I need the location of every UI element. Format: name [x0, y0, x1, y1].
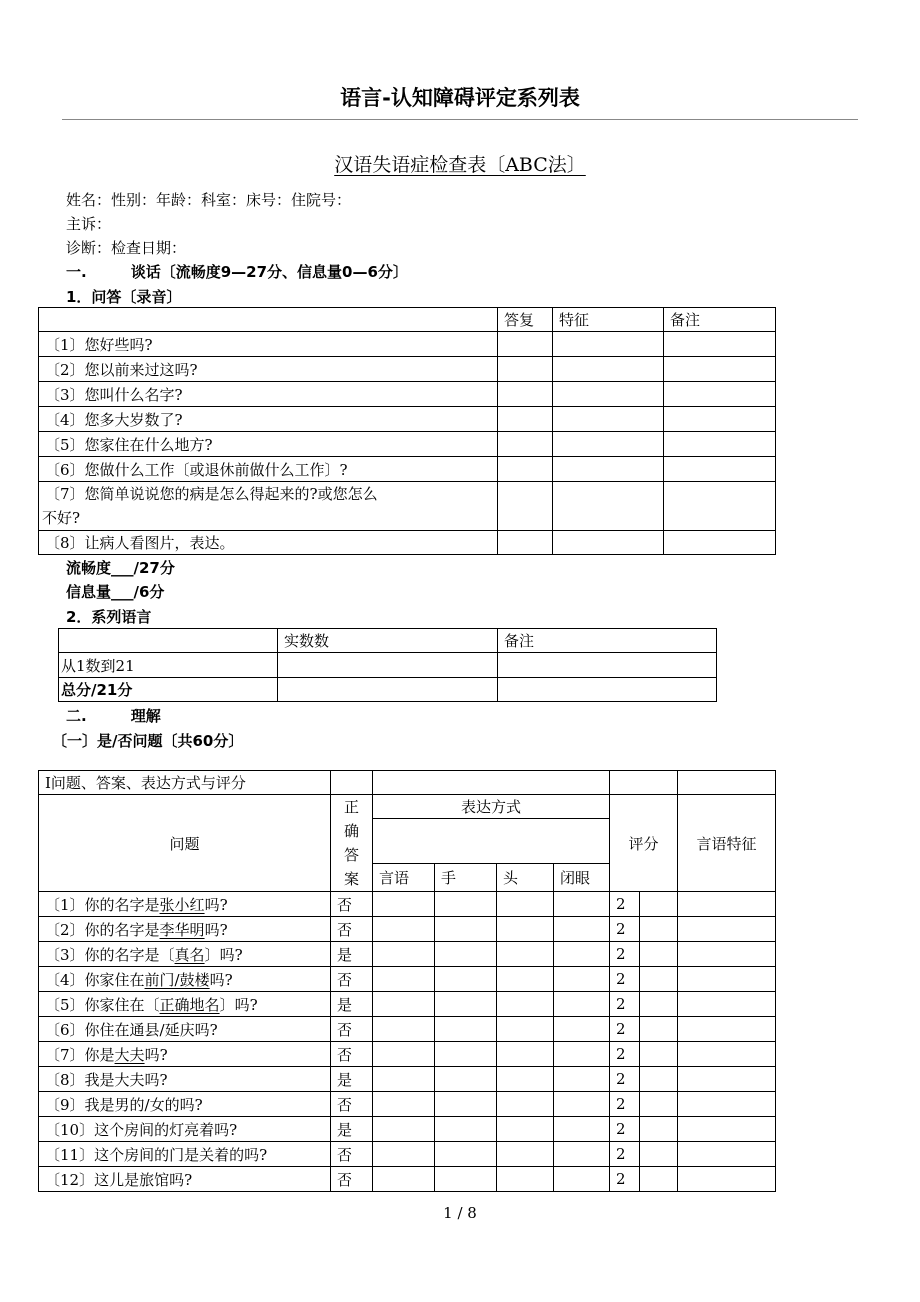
feature-cell[interactable] [553, 382, 664, 407]
hand-cell[interactable] [435, 942, 497, 967]
feature-cell[interactable] [553, 407, 664, 432]
blank-cell [610, 771, 678, 795]
max-score: 2 [610, 967, 640, 992]
speech-cell[interactable] [373, 1117, 435, 1142]
speech-cell[interactable] [373, 1092, 435, 1117]
max-score: 2 [610, 942, 640, 967]
hand-cell[interactable] [435, 1167, 497, 1192]
max-score: 2 [610, 1142, 640, 1167]
head-cell[interactable] [497, 1142, 554, 1167]
correct-answer: 否 [331, 967, 373, 992]
section1-sub2: 2．系列语言 [66, 608, 152, 626]
table-row [39, 531, 776, 555]
hand-cell[interactable] [435, 1092, 497, 1117]
question-text: 〔10〕这个房间的灯亮着吗? [39, 1117, 331, 1142]
table-row [39, 332, 776, 357]
given-score-cell[interactable] [640, 992, 678, 1017]
expr-head: 头 [497, 863, 554, 891]
blank-cell [331, 771, 373, 795]
speech-cell[interactable] [373, 1042, 435, 1067]
table-top-label: Ⅰ问题、答案、表达方式与评分 [39, 771, 331, 795]
speech-feature-cell[interactable] [678, 1142, 776, 1167]
blank-cell [373, 771, 610, 795]
given-score-cell[interactable] [640, 1067, 678, 1092]
question-text: 〔6〕你住在通县/延庆吗? [39, 1017, 331, 1042]
hand-cell[interactable] [435, 1042, 497, 1067]
speech-cell[interactable] [373, 1067, 435, 1092]
table-row [39, 1167, 776, 1192]
given-score-cell[interactable] [640, 1117, 678, 1142]
max-score: 2 [610, 1092, 640, 1117]
speech-feature-cell[interactable] [678, 1092, 776, 1117]
question-text: 〔2〕你的名字是李华明吗? [39, 917, 331, 942]
note-cell[interactable] [498, 653, 717, 678]
note-cell[interactable] [664, 432, 776, 457]
speech-cell[interactable] [373, 892, 435, 917]
note-cell[interactable] [664, 332, 776, 357]
speech-cell[interactable] [373, 942, 435, 967]
qa-header-feature: 特征 [553, 308, 664, 332]
speech-cell[interactable] [373, 1017, 435, 1042]
given-score-cell[interactable] [640, 1042, 678, 1067]
diagnosis-line: 诊断：检查日期： [66, 239, 187, 257]
eyes-closed-cell[interactable] [554, 942, 610, 967]
series-header-blank [59, 629, 278, 653]
note-cell[interactable] [664, 407, 776, 432]
qa-header-blank [39, 308, 498, 332]
eyes-closed-cell[interactable] [554, 992, 610, 1017]
answer-cell[interactable] [498, 432, 553, 457]
speech-feature-cell[interactable] [678, 1167, 776, 1192]
hand-cell[interactable] [435, 892, 497, 917]
page-number: 1 / 8 [443, 1204, 477, 1222]
feature-cell[interactable] [553, 357, 664, 382]
speech-feature-cell[interactable] [678, 942, 776, 967]
qa-question: 〔3〕您叫什么名字? [39, 382, 498, 407]
expr-speech: 言语 [373, 863, 435, 891]
table-row [39, 382, 776, 407]
qa-question: 〔4〕您多大岁数了? [39, 407, 498, 432]
expr-eyes-closed: 闭眼 [554, 863, 610, 891]
speech-cell[interactable] [373, 967, 435, 992]
table-row [59, 653, 717, 678]
eyes-closed-cell[interactable] [554, 892, 610, 917]
question-text: 〔11〕这个房间的门是关着的吗? [39, 1142, 331, 1167]
speech-cell[interactable] [373, 917, 435, 942]
section1-heading: 一. 谈话〔流畅度9—27分、信息量0—6分〕 [66, 263, 408, 281]
table-row [39, 1142, 776, 1167]
max-score: 2 [610, 1117, 640, 1142]
feature-cell[interactable] [553, 432, 664, 457]
hand-cell[interactable] [435, 1117, 497, 1142]
complaint-line: 主诉： [66, 215, 112, 233]
given-score-cell[interactable] [640, 1017, 678, 1042]
correct-answer: 是 [331, 942, 373, 967]
note-cell[interactable] [664, 531, 776, 555]
header-divider [62, 119, 858, 120]
feature-cell[interactable] [553, 457, 664, 482]
series-header-note: 备注 [498, 629, 717, 653]
feature-cell[interactable] [553, 531, 664, 555]
max-score: 2 [610, 917, 640, 942]
table-row [39, 967, 776, 992]
eyes-closed-cell[interactable] [554, 967, 610, 992]
table-row [39, 1092, 776, 1117]
max-score: 2 [610, 1017, 640, 1042]
qa-question: 〔8〕让病人看图片，表达。 [39, 531, 498, 555]
blank-cell [373, 819, 610, 863]
col-speech-feature: 言语特征 [678, 795, 776, 892]
yes-no-table [38, 770, 776, 1192]
given-score-cell[interactable] [640, 1167, 678, 1192]
head-cell[interactable] [497, 892, 554, 917]
speech-feature-cell[interactable] [678, 992, 776, 1017]
question-text: 〔9〕我是男的/女的吗? [39, 1092, 331, 1117]
answer-cell[interactable] [498, 357, 553, 382]
section1-sub1: 1．问答〔录音〕 [66, 288, 182, 306]
table-row [39, 1067, 776, 1092]
header-title: 语言-认知障碍评定系列表 [340, 86, 580, 110]
head-cell[interactable] [497, 967, 554, 992]
correct-answer: 否 [331, 917, 373, 942]
qa-header-answer: 答复 [498, 308, 553, 332]
table-row [39, 942, 776, 967]
head-cell[interactable] [497, 1092, 554, 1117]
answer-cell[interactable] [498, 382, 553, 407]
series-header-count: 实数数 [278, 629, 498, 653]
table-row [39, 457, 776, 482]
col-question: 问题 [39, 795, 331, 892]
question-text: 〔7〕你是大夫吗? [39, 1042, 331, 1067]
fluency-score: 流畅度___/27分 [66, 559, 175, 577]
qa-question: 〔7〕您简单说说您的病是怎么得起来的?或您怎么 不好? [39, 482, 498, 531]
blank-cell [678, 771, 776, 795]
count-cell[interactable] [278, 653, 498, 678]
given-score-cell[interactable] [640, 892, 678, 917]
section2-sub1: 〔一〕是/否问题〔共60分〕 [52, 732, 244, 750]
correct-answer: 否 [331, 1017, 373, 1042]
speech-feature-cell[interactable] [678, 1117, 776, 1142]
hand-cell[interactable] [435, 917, 497, 942]
head-cell[interactable] [497, 1067, 554, 1092]
section2-heading: 二. 理解 [66, 707, 161, 725]
note-cell[interactable] [664, 457, 776, 482]
note-cell[interactable] [664, 357, 776, 382]
max-score: 2 [610, 892, 640, 917]
col-score: 评分 [610, 795, 678, 892]
answer-cell[interactable] [498, 332, 553, 357]
question-text: 〔5〕你家住在〔正确地名〕吗? [39, 992, 331, 1017]
expr-hand: 手 [435, 863, 497, 891]
eyes-closed-cell[interactable] [554, 1017, 610, 1042]
question-text: 〔1〕你的名字是张小红吗? [39, 892, 331, 917]
table-row [39, 1017, 776, 1042]
answer-cell[interactable] [498, 482, 553, 531]
max-score: 2 [610, 1067, 640, 1092]
given-score-cell[interactable] [640, 1092, 678, 1117]
question-text: 〔12〕这儿是旅馆吗? [39, 1167, 331, 1192]
hand-cell[interactable] [435, 992, 497, 1017]
table-row [39, 1042, 776, 1067]
eyes-closed-cell[interactable] [554, 1067, 610, 1092]
answer-cell[interactable] [498, 457, 553, 482]
eyes-closed-cell[interactable] [554, 1117, 610, 1142]
hand-cell[interactable] [435, 1067, 497, 1092]
qa-table [38, 307, 776, 555]
qa-question: 〔5〕您家住在什么地方? [39, 432, 498, 457]
eyes-closed-cell[interactable] [554, 917, 610, 942]
question-text: 〔3〕你的名字是〔真名〕吗? [39, 942, 331, 967]
correct-answer: 否 [331, 1092, 373, 1117]
feature-cell[interactable] [553, 482, 664, 531]
table-row [39, 482, 776, 531]
answer-cell[interactable] [498, 531, 553, 555]
answer-cell[interactable] [498, 407, 553, 432]
head-cell[interactable] [497, 1167, 554, 1192]
given-score-cell[interactable] [640, 917, 678, 942]
qa-question: 〔2〕您以前来过这吗? [39, 357, 498, 382]
table-row [39, 432, 776, 457]
hand-cell[interactable] [435, 1142, 497, 1167]
speech-feature-cell[interactable] [678, 917, 776, 942]
correct-answer: 是 [331, 992, 373, 1017]
qa-question: 〔6〕您做什么工作〔或退休前做什么工作〕? [39, 457, 498, 482]
table-row [39, 992, 776, 1017]
head-cell[interactable] [497, 992, 554, 1017]
given-score-cell[interactable] [640, 942, 678, 967]
max-score: 2 [610, 1167, 640, 1192]
speech-feature-cell[interactable] [678, 1042, 776, 1067]
head-cell[interactable] [497, 1042, 554, 1067]
hand-cell[interactable] [435, 1017, 497, 1042]
max-score: 2 [610, 992, 640, 1017]
col-expression: 表达方式 [373, 795, 610, 819]
head-cell[interactable] [497, 942, 554, 967]
series-table [58, 628, 717, 702]
col-correct-answer: 正 确 答 案 [331, 795, 373, 892]
head-cell[interactable] [497, 1017, 554, 1042]
table-row [39, 357, 776, 382]
correct-answer: 是 [331, 1067, 373, 1092]
eyes-closed-cell[interactable] [554, 1092, 610, 1117]
table-row [39, 407, 776, 432]
head-cell[interactable] [497, 917, 554, 942]
note-cell[interactable] [498, 678, 717, 702]
correct-answer: 否 [331, 1142, 373, 1167]
feature-cell[interactable] [553, 332, 664, 357]
info-amount-score: 信息量___/6分 [66, 583, 165, 601]
table-row [39, 917, 776, 942]
eyes-closed-cell[interactable] [554, 1167, 610, 1192]
correct-answer: 否 [331, 1042, 373, 1067]
eyes-closed-cell[interactable] [554, 1142, 610, 1167]
document-title: 汉语失语症检查表〔ABC法〕 [334, 154, 586, 176]
correct-answer: 是 [331, 1117, 373, 1142]
hand-cell[interactable] [435, 967, 497, 992]
table-row [39, 892, 776, 917]
series-row-label: 从1数到21 [59, 653, 278, 678]
qa-header-note: 备注 [664, 308, 776, 332]
speech-feature-cell[interactable] [678, 1017, 776, 1042]
correct-answer: 否 [331, 892, 373, 917]
speech-feature-cell[interactable] [678, 892, 776, 917]
patient-info-line: 姓名：性别：年龄：科室：床号：住院号： [66, 191, 352, 209]
count-cell[interactable] [278, 678, 498, 702]
note-cell[interactable] [664, 382, 776, 407]
table-row [59, 678, 717, 702]
correct-answer: 否 [331, 1167, 373, 1192]
question-text: 〔8〕我是大夫吗? [39, 1067, 331, 1092]
head-cell[interactable] [497, 1117, 554, 1142]
speech-cell[interactable] [373, 992, 435, 1017]
given-score-cell[interactable] [640, 967, 678, 992]
series-total-label: 总分/21分 [59, 678, 278, 702]
table-row [39, 1117, 776, 1142]
given-score-cell[interactable] [640, 1142, 678, 1167]
qa-question: 〔1〕您好些吗? [39, 332, 498, 357]
speech-cell[interactable] [373, 1167, 435, 1192]
speech-feature-cell[interactable] [678, 967, 776, 992]
question-text: 〔4〕你家住在前门/鼓楼吗? [39, 967, 331, 992]
eyes-closed-cell[interactable] [554, 1042, 610, 1067]
speech-feature-cell[interactable] [678, 1067, 776, 1092]
note-cell[interactable] [664, 482, 776, 531]
speech-cell[interactable] [373, 1142, 435, 1167]
max-score: 2 [610, 1042, 640, 1067]
